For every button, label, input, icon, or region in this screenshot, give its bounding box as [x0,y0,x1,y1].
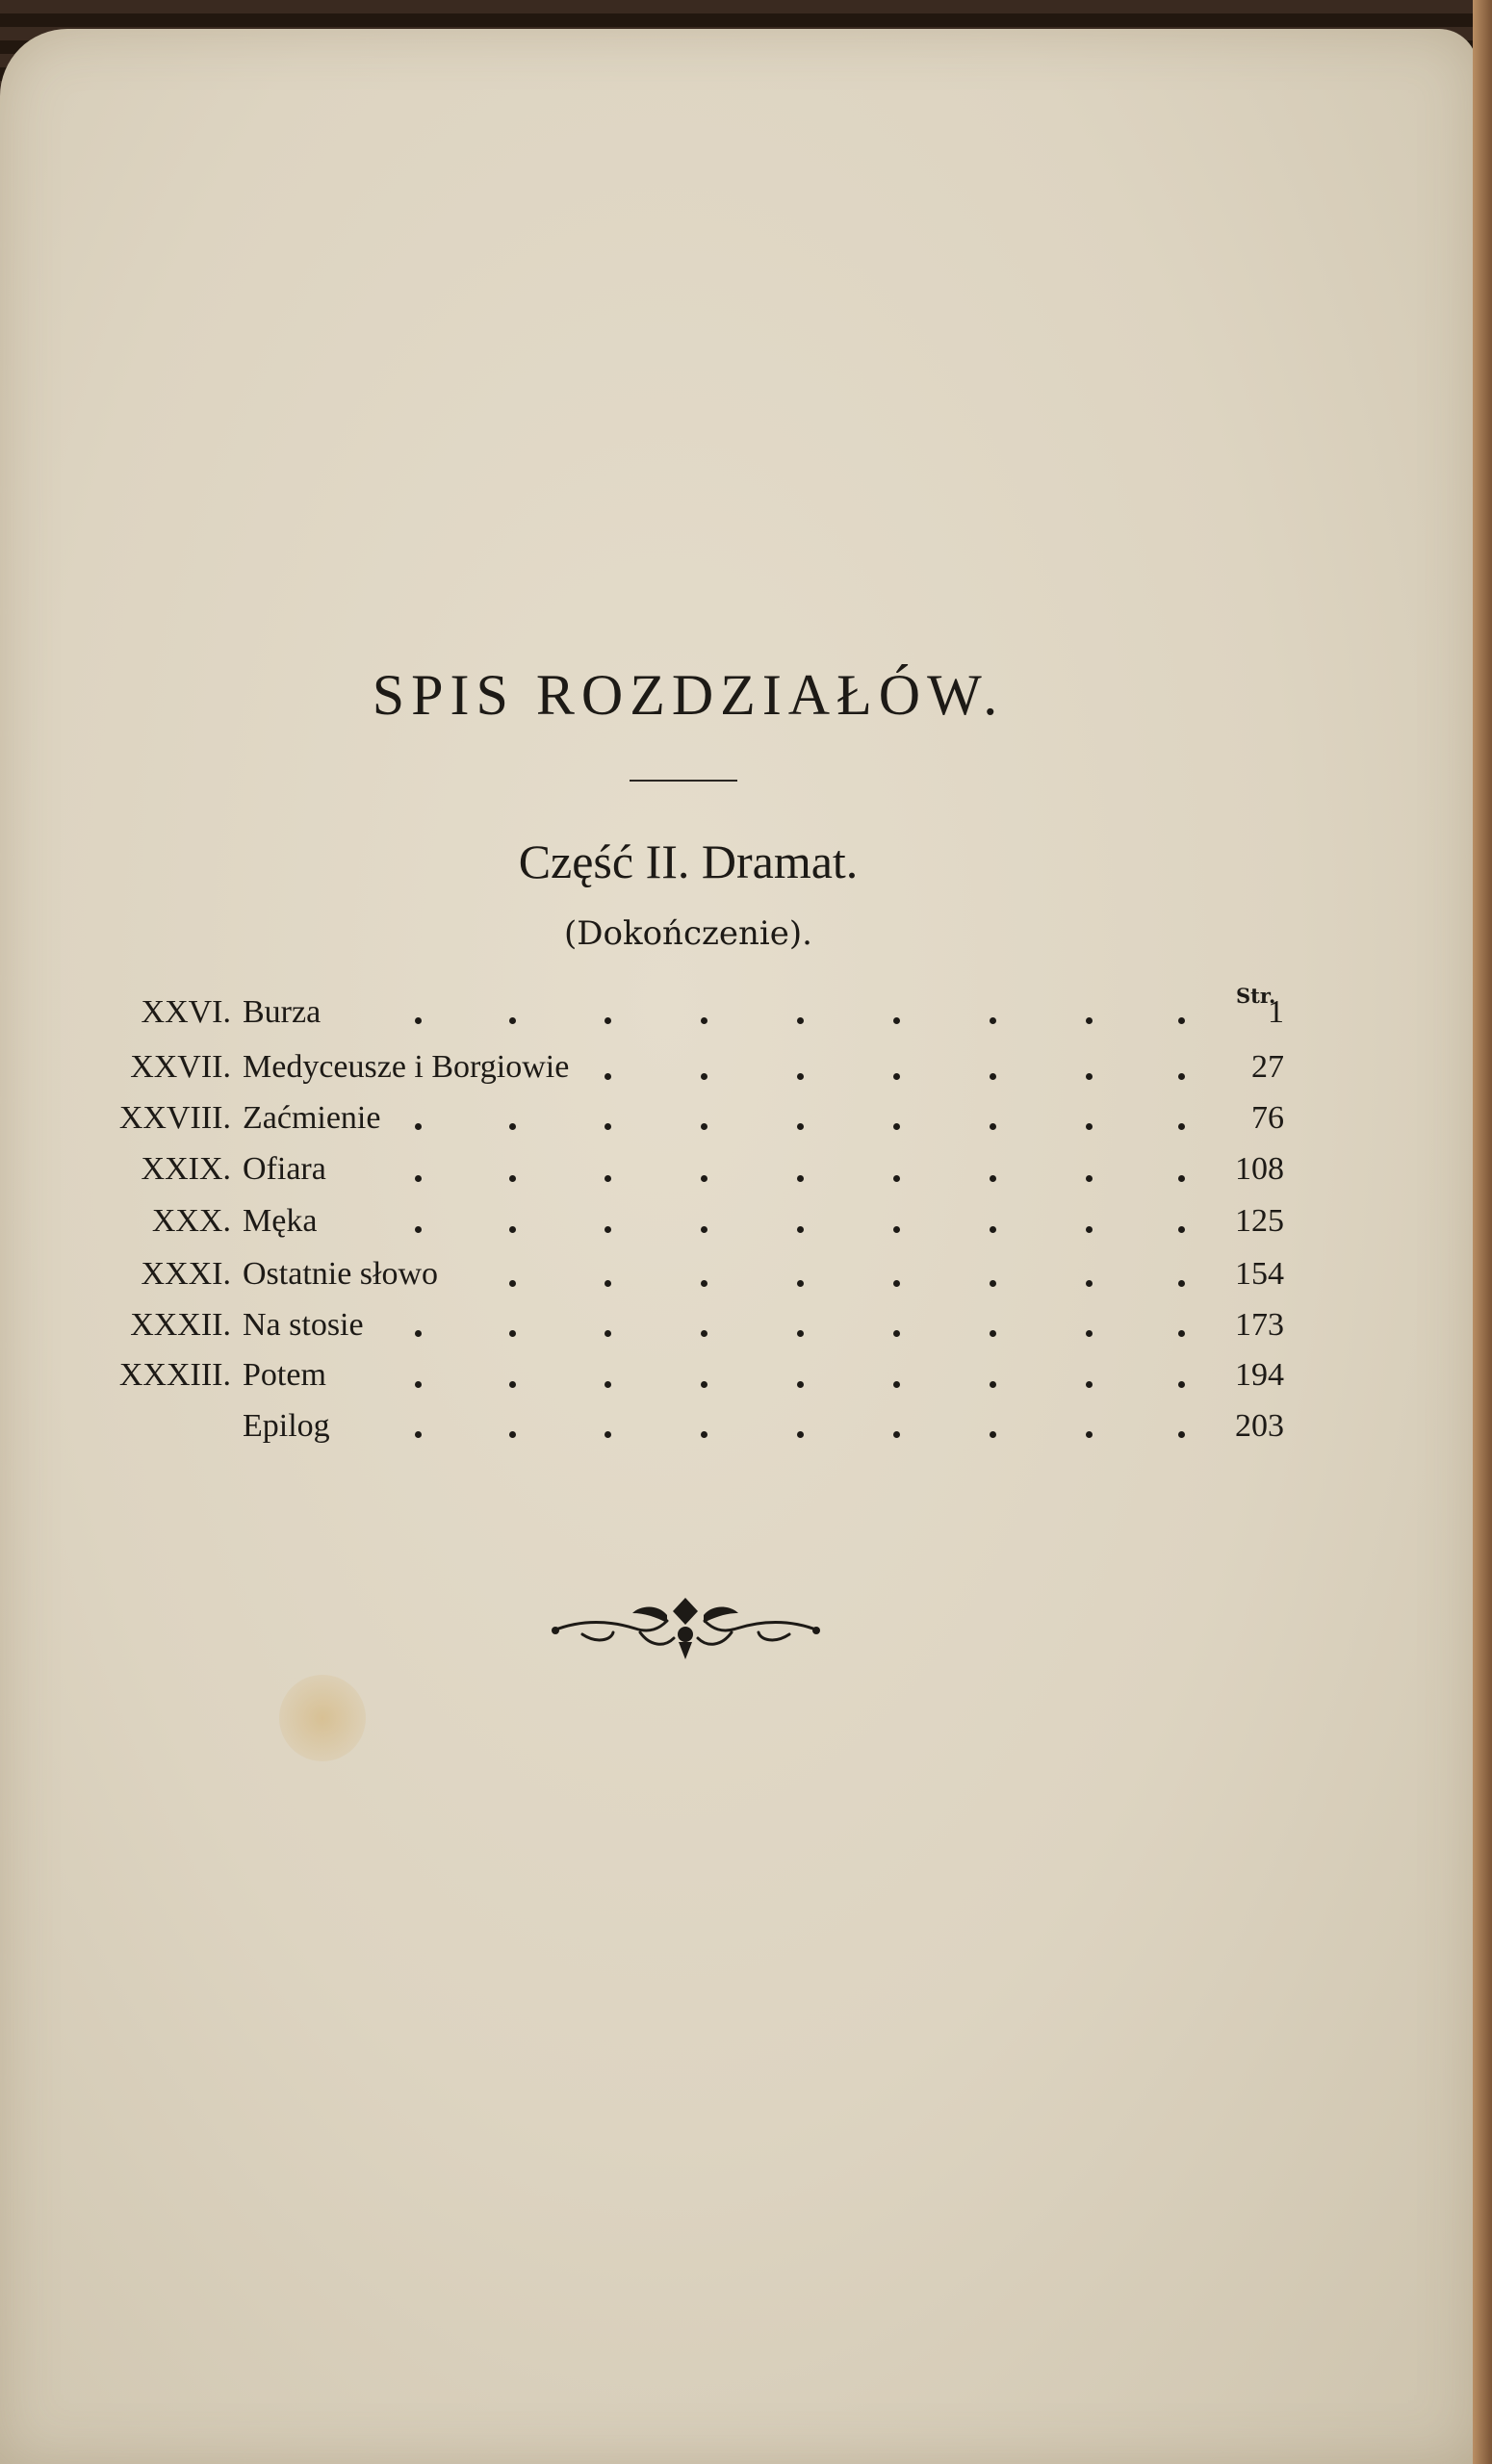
leader-dot [509,1123,516,1130]
chapter-title: Na stosie [243,1307,364,1343]
leader-dot [605,1226,611,1233]
leader-dot [1086,1017,1093,1024]
leader-dot [893,1280,900,1287]
leader-dot [990,1175,996,1182]
leader-dot [415,1330,422,1337]
leader-dot [797,1330,804,1337]
leader-dot [990,1381,996,1388]
leader-dot [701,1017,707,1024]
leader-dot [1178,1431,1185,1438]
chapter-title: Medyceusze i Borgiowie [243,1049,570,1085]
leader-dot [605,1381,611,1388]
toc-row [0,1307,1290,1355]
chapter-number: XXVI. [141,994,231,1030]
chapter-title: Zaćmienie [243,1100,381,1136]
leader-dot [893,1017,900,1024]
leader-dot [509,1280,516,1287]
leader-dot [701,1280,707,1287]
leader-dot [1178,1381,1185,1388]
leader-dot [605,1017,611,1024]
chapter-title: Ostatnie słowo [243,1256,439,1292]
leader-dot [509,1381,516,1388]
leader-dot [509,1226,516,1233]
leader-dot [701,1381,707,1388]
toc-row [0,1357,1290,1405]
leader-dot [1178,1330,1185,1337]
part-title: Część II. Dramat. [518,834,859,888]
leader-dot [701,1123,707,1130]
leader-dot [893,1123,900,1130]
leader-dot [605,1330,611,1337]
chapter-page: 203 [1235,1408,1284,1444]
leader-dot [1178,1226,1185,1233]
leader-dot [1178,1123,1185,1130]
leader-dot [1178,1017,1185,1024]
chapter-page: 125 [1235,1203,1284,1239]
leader-dot [1086,1330,1093,1337]
leader-dot [1086,1280,1093,1287]
chapter-number: XXIX. [141,1151,231,1187]
leader-dot [509,1431,516,1438]
chapter-title: Męka [243,1203,318,1239]
decorative-ornament-icon [544,1590,828,1667]
leader-dot [990,1280,996,1287]
leader-dot [415,1123,422,1130]
leader-dot [990,1017,996,1024]
chapter-page: 154 [1235,1256,1284,1292]
leader-dot [701,1330,707,1337]
leader-dot [893,1226,900,1233]
leader-dot [990,1431,996,1438]
chapter-page: 1 [1268,994,1284,1030]
leader-dot [797,1381,804,1388]
leader-dot [605,1123,611,1130]
chapter-page: 27 [1251,1049,1284,1085]
leader-dot [1086,1073,1093,1080]
leader-dot [797,1226,804,1233]
leader-dot [990,1123,996,1130]
title-rule [630,780,737,782]
chapter-page: 194 [1235,1357,1284,1393]
leader-dot [1086,1381,1093,1388]
chapter-number: XXXI. [141,1256,231,1292]
leader-dot [605,1280,611,1287]
page-edge [1473,0,1492,2464]
leader-dot [701,1175,707,1182]
chapter-number: XXX. [151,1203,231,1239]
leader-dot [415,1381,422,1388]
toc-row [0,1151,1290,1199]
leader-dot [797,1280,804,1287]
leader-dot [509,1017,516,1024]
toc-row [0,994,1290,1042]
leader-dot [509,1175,516,1182]
leader-dot [893,1073,900,1080]
leader-dot [415,1431,422,1438]
page-title: SPIS ROZDZIAŁÓW. [372,663,1005,727]
paper-stain [279,1675,366,1761]
chapter-title: Ofiara [243,1151,326,1187]
leader-dot [415,1226,422,1233]
leader-dot [1178,1175,1185,1182]
leader-dot [1178,1280,1185,1287]
leader-dot [1086,1226,1093,1233]
leader-dot [1086,1123,1093,1130]
leader-dot [605,1073,611,1080]
leader-dot [797,1073,804,1080]
leader-dot [605,1431,611,1438]
chapter-number: XXVII. [130,1049,231,1085]
leader-dot [1086,1431,1093,1438]
toc-row [0,1408,1290,1456]
chapter-page: 108 [1235,1151,1284,1187]
toc-row [0,1256,1290,1304]
leader-dot [797,1175,804,1182]
chapter-page: 76 [1251,1100,1284,1136]
leader-dot [990,1226,996,1233]
leader-dot [990,1330,996,1337]
leader-dot [990,1073,996,1080]
leader-dot [1178,1073,1185,1080]
chapter-title: Burza [243,994,322,1030]
leader-dot [415,1175,422,1182]
chapter-title: Potem [243,1357,326,1393]
toc-row [0,1100,1290,1148]
leader-dot [701,1431,707,1438]
leader-dot [509,1330,516,1337]
chapter-title: Epilog [243,1408,330,1444]
leader-dot [797,1123,804,1130]
leader-dot [701,1226,707,1233]
leader-dot [893,1175,900,1182]
toc-row [0,1049,1290,1097]
toc-row [0,1203,1290,1251]
leader-dot [1086,1175,1093,1182]
leader-dot [797,1017,804,1024]
chapter-number: XXVIII. [118,1100,231,1136]
leader-dot [701,1073,707,1080]
leader-dot [893,1381,900,1388]
leader-dot [893,1330,900,1337]
leader-dot [605,1175,611,1182]
page-column-label: Str. [1236,984,1276,1008]
chapter-number: XXXIII. [118,1357,231,1393]
chapter-number: XXXII. [130,1307,231,1343]
leader-dot [893,1431,900,1438]
chapter-page: 173 [1235,1307,1284,1343]
continuation-note: (Dokończenie). [563,914,812,953]
leader-dot [797,1431,804,1438]
leader-dot [415,1017,422,1024]
